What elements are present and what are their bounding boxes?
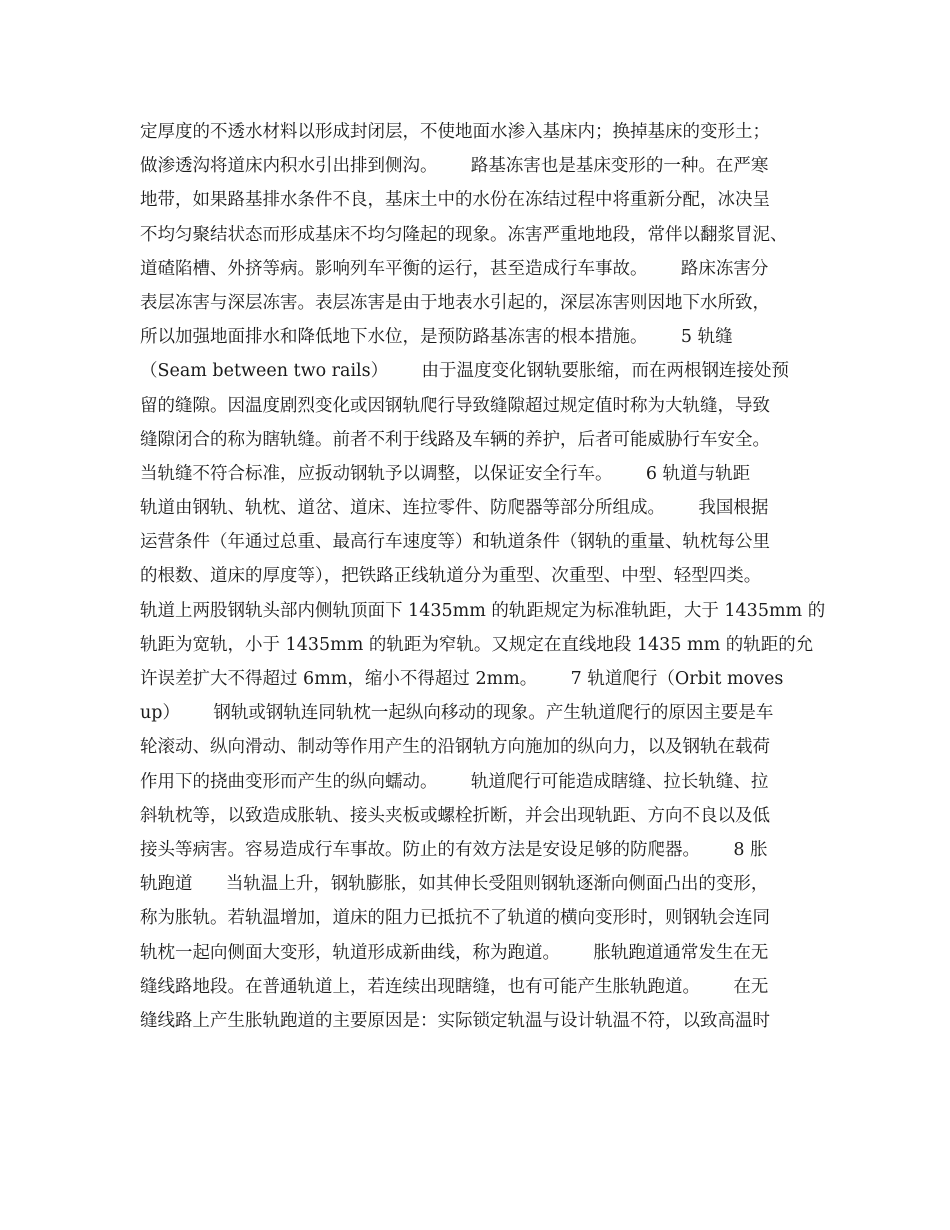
text-line: 不均匀聚结状态而形成基床不均匀隆起的现象。冻害严重地地段，常伴以翻浆冒泥、 xyxy=(140,224,788,245)
text-line: 的根数、道床的厚度等），把铁路正线轨道分为重型、次重型、中型、轻型四类。 xyxy=(140,566,762,587)
text-line: 所以加强地面排水和降低地下水位，是预防路基冻害的根本措施。 5 轨缝 xyxy=(140,327,733,348)
text-line: 轨道上两股钢轨头部内侧轨顶面下 1435mm 的轨距规定为标准轨距，大于 1435mm 的 xyxy=(140,600,826,621)
text-line: 留的缝隙。因温度剧烈变化或因钢轨爬行导致缝隙超过规定值时称为大轨缝，导致 xyxy=(140,395,770,416)
text-line: 表层冻害与深层冻害。表层冻害是由于地表水引起的，深层冻害则因地下水所致， xyxy=(140,292,770,313)
text-line: 缝隙闭合的称为瞎轨缝。前者不利于线路及车辆的养护，后者可能威胁行车安全。 xyxy=(140,429,770,450)
text-line: 定厚度的不透水材料以形成封闭层，不使地面水渗入基床内；换掉基床的变形土； xyxy=(140,122,770,142)
text-line: （Seam between two rails） 由于温度变化钢轨要胀缩，而在两根钢连接处预 xyxy=(140,361,790,382)
body-text xyxy=(140,115,826,1038)
text-line: up） 钢轨或钢轨连同轨枕一起纵向移动的现象。产生轨道爬行的原因主要是车 xyxy=(140,703,774,724)
text-line: 称为胀轨。若轨温增加，道床的阻力已抵抗不了轨道的横向变形时，则钢轨会连同 xyxy=(140,908,770,929)
text-line: 轨枕一起向侧面大变形，轨道形成新曲线，称为跑道。 胀轨跑道通常发生在无 xyxy=(140,942,769,963)
text-line: 许误差扩大不得超过 6mm，缩小不得超过 2mm。 7 轨道爬行（Orbit moves xyxy=(140,669,784,689)
text-line: 作用下的挠曲变形而产生的纵向蠕动。 轨道爬行可能造成瞎缝、拉长轨缝、拉 xyxy=(140,771,769,792)
text-line: 当轨缝不符合标准，应扳动钢轨予以调整，以保证安全行车。 6 轨道与轨距 xyxy=(140,463,751,484)
text-line: 缝线路地段。在普通轨道上，若连续出现瞎缝，也有可能产生胀轨跑道。 在无 xyxy=(140,976,769,997)
text-line: 轨道由钢轨、轨枕、道岔、道床、连拉零件、防爬器等部分所组成。 我国根据 xyxy=(140,498,769,519)
text-line: 轨距为宽轨，小于 1435mm 的轨距为窄轨。又规定在直线地段 1435 mm 的轨距的允 xyxy=(140,634,814,655)
text-line: 斜轨枕等，以致造成胀轨、接头夹板或螺栓折断，并会出现轨距、方向不良以及低 xyxy=(140,805,770,826)
text-line: 地带，如果路基排水条件不良，基床土中的水份在冻结过程中将重新分配，冰决呈 xyxy=(140,190,770,211)
text-line: 接头等病害。容易造成行车事故。防止的有效方法是安设足够的防爬器。 8 胀 xyxy=(140,839,768,860)
text-line: 轨跑道 当轨温上升，钢轨膨胀，如其伸长受阻则钢轨逐渐向侧面凸出的变形， xyxy=(140,874,769,895)
text-line: 缝线路上产生胀轨跑道的主要原因是：实际锁定轨温与设计轨温不符，以致高温时 xyxy=(140,1010,770,1031)
text-line: 运营条件（年通过总重、最高行车速度等）和轨道条件（钢轨的重量、轨枕每公里 xyxy=(140,532,770,553)
text-line: 道碴陷槽、外挤等病。影响列车平衡的运行，甚至造成行车事故。 路床冻害分 xyxy=(140,258,769,279)
text-line: 轮滚动、纵向滑动、制动等作用产生的沿钢轨方向施加的纵向力，以及钢轨在载荷 xyxy=(140,737,770,758)
text-line: 做渗透沟将道床内积水引出排到侧沟。 路基冻害也是基床变形的一种。在严寒 xyxy=(140,156,769,177)
